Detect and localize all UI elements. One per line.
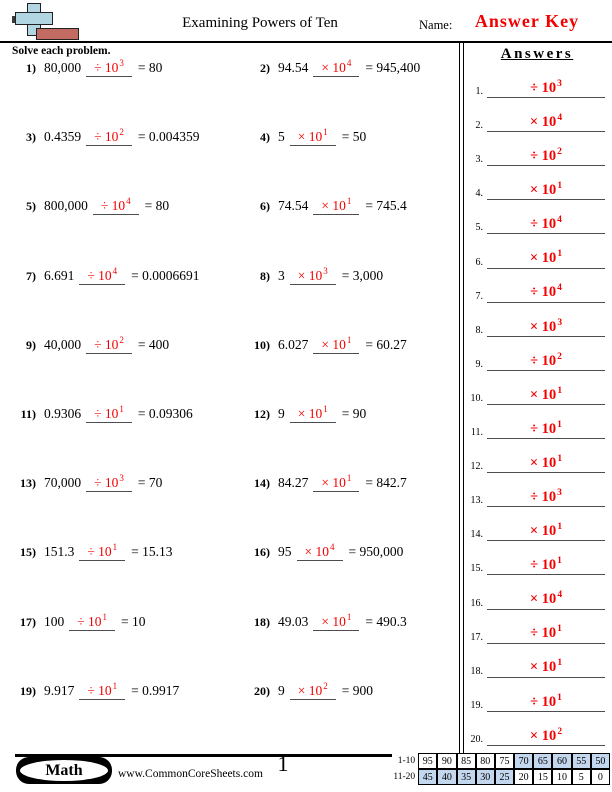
answer-value <box>487 523 605 541</box>
exponent: 2 <box>557 351 562 362</box>
answer-blank <box>86 127 132 146</box>
operator-symbol: ÷ 10 <box>94 60 119 75</box>
exponent: 1 <box>346 611 352 622</box>
problem-result: = 950,000 <box>348 544 404 560</box>
problem-number: 2) <box>260 61 270 75</box>
answer-number: 18. <box>470 665 483 677</box>
exponent: 1 <box>557 419 562 430</box>
problem-result: = 3,000 <box>341 267 384 283</box>
exponent: 1 <box>323 403 328 414</box>
answer-number: 15. <box>470 563 483 575</box>
name-label: Name: <box>419 18 453 32</box>
exponent: 3 <box>119 58 124 68</box>
problem-item <box>12 681 246 750</box>
score-cell: 20 <box>514 769 533 785</box>
problem-value: 0.9306 <box>44 405 82 421</box>
operator-symbol: × 10 <box>529 113 557 130</box>
problem-number: 16) <box>254 545 270 560</box>
operator-symbol: × 10 <box>321 336 346 352</box>
exponent: 1 <box>346 473 352 484</box>
operator-symbol: × 10 <box>297 267 323 283</box>
operator-symbol: × 10 <box>529 659 557 676</box>
exponent: 4 <box>557 283 562 294</box>
answer-value <box>487 80 605 98</box>
problem-value: 9.917 <box>44 682 75 698</box>
operator-symbol: × 10 <box>529 591 557 608</box>
problem-number: 10) <box>254 337 270 352</box>
problem-result: = 745.4 <box>365 198 407 214</box>
operator-symbol: ÷ 10 <box>100 198 126 214</box>
problem-result: = 60.27 <box>365 336 407 352</box>
problem-item <box>246 681 458 750</box>
problem-result: = 10 <box>121 613 146 629</box>
score-cell: 75 <box>495 753 514 769</box>
problem-result: = 400 <box>137 336 170 352</box>
problem-number: 20) <box>254 683 270 698</box>
problem-number: 12) <box>254 406 270 421</box>
exponent: 1 <box>112 680 118 691</box>
answer-blank <box>313 58 359 77</box>
problem-item <box>246 127 458 196</box>
problem-value: 40,000 <box>44 336 82 352</box>
answer-value <box>487 114 605 132</box>
answer-value <box>487 557 605 575</box>
exponent: 2 <box>323 680 328 691</box>
problem-number: 11) <box>20 406 36 421</box>
answer-value <box>487 625 605 643</box>
problem-item <box>246 542 458 611</box>
answer-blank <box>79 542 125 561</box>
answer-row <box>466 712 608 746</box>
score-cell: 0 <box>591 769 610 785</box>
problem-value: 84.27 <box>278 475 309 491</box>
score-cell: 50 <box>591 753 610 769</box>
score-cell: 80 <box>476 753 495 769</box>
answer-row <box>466 337 608 371</box>
answer-row <box>466 405 608 439</box>
operator-symbol: ÷ 10 <box>530 420 557 437</box>
problem-result: = 0.0006691 <box>131 267 200 283</box>
score-cell: 95 <box>418 753 437 769</box>
operator-symbol: ÷ 10 <box>94 405 119 421</box>
answer-row <box>466 234 608 268</box>
score-range-label: 11-20 <box>393 772 416 782</box>
answer-number: 9. <box>475 358 483 370</box>
operator-symbol: × 10 <box>529 727 557 744</box>
problem-value: 94.54 <box>278 60 309 75</box>
exponent: 1 <box>557 624 562 635</box>
score-range-label: 1-10 <box>397 756 416 766</box>
exponent: 3 <box>323 265 328 276</box>
answer-row <box>466 269 608 303</box>
operator-symbol: ÷ 10 <box>530 625 557 642</box>
score-cell: 40 <box>437 769 456 785</box>
answer-value <box>487 489 605 507</box>
exponent: 3 <box>557 78 562 89</box>
problem-item <box>12 58 246 127</box>
exponent: 1 <box>346 334 352 345</box>
operator-symbol: ÷ 10 <box>530 148 557 165</box>
exponent: 2 <box>119 334 124 345</box>
answer-value <box>487 455 605 473</box>
operator-symbol: × 10 <box>529 523 557 540</box>
score-cell: 15 <box>533 769 552 785</box>
answer-blank <box>290 681 336 700</box>
answer-blank <box>290 127 336 146</box>
exponent: 4 <box>346 58 352 68</box>
problem-value: 6.027 <box>278 336 309 352</box>
exponent: 1 <box>557 385 563 396</box>
score-table <box>391 753 610 785</box>
exponent: 1 <box>346 196 352 207</box>
operator-symbol: ÷ 10 <box>87 544 112 560</box>
answer-row <box>466 541 608 575</box>
problem-item <box>12 612 246 681</box>
problem-number: 19) <box>20 683 36 698</box>
problem-value: 6.691 <box>44 267 75 283</box>
problem-item <box>12 127 246 196</box>
operator-symbol: ÷ 10 <box>530 79 557 96</box>
answer-value <box>487 694 605 712</box>
answer-value <box>487 591 605 609</box>
answer-number: 10. <box>470 392 483 404</box>
problem-result: = 490.3 <box>365 613 407 629</box>
problem-item <box>246 335 458 404</box>
answer-number: 7. <box>475 290 483 302</box>
answer-blank <box>93 196 139 215</box>
answer-value <box>487 659 605 677</box>
answer-value <box>487 182 605 200</box>
problem-value: 95 <box>278 544 292 560</box>
operator-symbol: × 10 <box>321 475 346 491</box>
answer-row <box>466 98 608 132</box>
problem-value: 9 <box>278 405 285 421</box>
score-cell: 5 <box>572 769 591 785</box>
operator-symbol: × 10 <box>529 318 557 335</box>
problem-item <box>246 58 458 127</box>
problem-result: = 0.004359 <box>137 129 200 145</box>
problem-item <box>12 473 246 542</box>
operator-symbol: × 10 <box>297 129 323 145</box>
exponent: 1 <box>119 403 124 414</box>
score-cell: 30 <box>476 769 495 785</box>
answer-blank <box>79 266 125 285</box>
answer-value <box>487 250 605 268</box>
answer-blank <box>86 335 132 354</box>
subject-badge <box>16 757 112 784</box>
problem-item <box>246 266 458 335</box>
problem-value: 74.54 <box>278 198 309 214</box>
problem-value: 5 <box>278 129 285 145</box>
answer-value <box>487 387 605 405</box>
answer-row <box>466 473 608 507</box>
header <box>0 0 612 43</box>
exponent: 4 <box>126 196 131 207</box>
answer-number: 11. <box>470 427 483 439</box>
operator-symbol: ÷ 10 <box>530 557 557 574</box>
answer-blank <box>290 404 336 423</box>
problem-item <box>12 404 246 473</box>
answer-row <box>466 678 608 712</box>
score-cell: 65 <box>533 753 552 769</box>
score-cell: 35 <box>457 769 476 785</box>
answer-key-text: Answer Key <box>474 11 580 31</box>
problem-value: 151.3 <box>44 544 75 560</box>
score-cell: 60 <box>552 753 571 769</box>
problem-number: 7) <box>26 268 36 283</box>
score-cell: 25 <box>495 769 514 785</box>
problem-result: = 945,400 <box>365 60 421 75</box>
answer-number: 8. <box>475 324 483 336</box>
page-number: 1 <box>277 751 289 776</box>
answer-number: 12. <box>470 461 483 473</box>
problem-number: 5) <box>26 199 36 214</box>
problem-item <box>246 612 458 681</box>
exponent: 1 <box>557 249 563 260</box>
instructions-text: Solve each problem. <box>12 45 111 57</box>
operator-symbol: ÷ 10 <box>530 693 557 710</box>
answer-number: 3. <box>475 154 483 166</box>
problem-value: 3 <box>278 267 285 283</box>
operator-symbol: ÷ 10 <box>530 352 557 369</box>
answer-number: 20. <box>470 733 483 745</box>
exponent: 1 <box>557 692 562 703</box>
operator-symbol: ÷ 10 <box>87 682 112 698</box>
answer-blank <box>313 612 359 631</box>
operator-symbol: × 10 <box>321 60 346 75</box>
exponent: 1 <box>557 556 562 567</box>
answer-row <box>466 575 608 609</box>
exponent: 2 <box>557 726 563 737</box>
exponent: 4 <box>112 265 118 276</box>
operator-symbol: ÷ 10 <box>94 475 119 491</box>
exponent: 1 <box>557 181 563 192</box>
operator-symbol: ÷ 10 <box>94 336 119 352</box>
problem-value: 9 <box>278 682 285 698</box>
exponent: 3 <box>557 317 563 328</box>
problem-number: 15) <box>20 545 36 560</box>
problem-result: = 70 <box>137 475 163 491</box>
operator-symbol: × 10 <box>297 405 323 421</box>
answer-row <box>466 200 608 234</box>
problem-number: 9) <box>26 337 36 352</box>
answer-number: 13. <box>470 495 483 507</box>
answer-blank <box>313 196 359 215</box>
exponent: 2 <box>119 127 124 138</box>
website-text: www.CommonCoreSheets.com <box>118 768 263 780</box>
problem-result: = 50 <box>341 129 367 145</box>
answer-number: 1. <box>475 86 483 98</box>
answer-row <box>466 64 608 98</box>
exponent: 4 <box>557 590 563 601</box>
operator-symbol: ÷ 10 <box>77 613 102 629</box>
problem-number: 13) <box>20 476 36 491</box>
score-cell: 10 <box>552 769 571 785</box>
problem-value: 80,000 <box>44 60 82 75</box>
exponent: 4 <box>557 215 562 226</box>
problem-number: 4) <box>260 130 270 145</box>
answer-blank <box>86 58 132 77</box>
problem-result: = 80 <box>137 60 163 75</box>
answer-blank <box>290 266 336 285</box>
answer-value <box>487 728 605 746</box>
answer-blank <box>69 612 115 631</box>
exponent: 1 <box>557 453 563 464</box>
exponent: 3 <box>557 488 562 498</box>
answer-row <box>466 303 608 337</box>
answer-value <box>487 319 605 337</box>
operator-symbol: × 10 <box>321 198 346 214</box>
problem-value: 100 <box>44 613 65 629</box>
answer-blank <box>313 335 359 354</box>
problem-result: = 15.13 <box>131 544 173 560</box>
problem-item <box>12 266 246 335</box>
operator-symbol: ÷ 10 <box>530 284 557 301</box>
answer-row <box>466 132 608 166</box>
exponent: 4 <box>330 542 335 553</box>
answer-number: 4. <box>475 188 483 200</box>
problem-number: 6) <box>260 199 270 214</box>
answer-row <box>466 644 608 678</box>
score-cell: 85 <box>457 753 476 769</box>
problem-item <box>12 335 246 404</box>
operator-symbol: × 10 <box>529 182 557 199</box>
operator-symbol: ÷ 10 <box>530 216 557 233</box>
problem-value: 0.4359 <box>44 129 82 145</box>
commoncoresheets-logo-icon <box>12 3 82 40</box>
answer-blank <box>86 473 132 492</box>
problem-value: 70,000 <box>44 475 82 491</box>
problem-result: = 0.09306 <box>137 405 193 421</box>
score-cell: 90 <box>437 753 456 769</box>
answer-number: 5. <box>475 222 483 234</box>
answer-number: 2. <box>475 120 483 132</box>
answer-value <box>487 284 605 302</box>
problems-grid <box>12 58 458 750</box>
problem-item <box>246 473 458 542</box>
plus-icon <box>15 12 53 25</box>
answer-number: 14. <box>470 529 483 541</box>
operator-symbol: ÷ 10 <box>530 489 557 505</box>
problem-item <box>12 196 246 265</box>
answer-blank <box>79 681 125 700</box>
exponent: 2 <box>557 147 562 158</box>
problem-number: 3) <box>26 130 36 145</box>
answer-value <box>487 216 605 234</box>
answer-row <box>466 507 608 541</box>
answer-blank <box>297 542 343 561</box>
problem-number: 17) <box>20 614 36 629</box>
operator-symbol: × 10 <box>529 454 557 471</box>
exponent: 4 <box>557 112 563 123</box>
problem-result: = 80 <box>144 198 170 214</box>
worksheet-title: Examining Powers of Ten <box>182 15 338 31</box>
exponent: 3 <box>119 473 124 484</box>
exponent: 1 <box>102 611 108 622</box>
column-separator <box>459 41 464 754</box>
score-cell: 55 <box>572 753 591 769</box>
exponent: 1 <box>323 127 328 138</box>
problem-number: 14) <box>254 476 270 491</box>
answer-blank <box>86 404 132 423</box>
operator-symbol: ÷ 10 <box>87 267 112 283</box>
answer-row <box>466 439 608 473</box>
answer-row <box>466 371 608 405</box>
subject-badge-label: Math <box>20 760 108 781</box>
problem-result: = 900 <box>341 682 373 698</box>
operator-symbol: × 10 <box>321 613 346 629</box>
answer-number: 16. <box>470 597 483 609</box>
operator-symbol: × 10 <box>529 250 557 267</box>
exponent: 1 <box>112 542 118 553</box>
problem-value: 49.03 <box>278 613 309 629</box>
problem-number: 18) <box>254 614 270 629</box>
answer-value <box>487 353 605 371</box>
answer-value <box>487 148 605 166</box>
operator-symbol: × 10 <box>297 682 323 698</box>
answer-blank <box>313 473 359 492</box>
exponent: 1 <box>557 522 563 533</box>
problem-item <box>12 542 246 611</box>
answer-row <box>466 610 608 644</box>
answer-value <box>487 421 605 439</box>
answers-column <box>466 44 608 746</box>
problem-item <box>246 404 458 473</box>
answers-header: Answers <box>500 46 574 62</box>
operator-symbol: × 10 <box>529 386 557 403</box>
problem-value: 800,000 <box>44 198 88 214</box>
answers-list <box>466 64 608 746</box>
answer-number: 19. <box>470 699 483 711</box>
score-cell: 45 <box>418 769 437 785</box>
problem-result: = 90 <box>341 405 367 421</box>
problem-number: 8) <box>260 268 270 283</box>
answer-number: 6. <box>475 256 483 268</box>
problem-item <box>246 196 458 265</box>
answer-number: 17. <box>470 631 483 643</box>
problem-result: = 0.9917 <box>131 682 180 698</box>
problem-number: 1) <box>26 61 36 75</box>
minus-bar-icon <box>36 28 79 40</box>
operator-symbol: × 10 <box>304 544 329 560</box>
operator-symbol: ÷ 10 <box>94 129 119 145</box>
exponent: 1 <box>557 658 563 669</box>
score-cell: 70 <box>514 753 533 769</box>
problem-result: = 842.7 <box>365 475 407 491</box>
answer-row <box>466 166 608 200</box>
